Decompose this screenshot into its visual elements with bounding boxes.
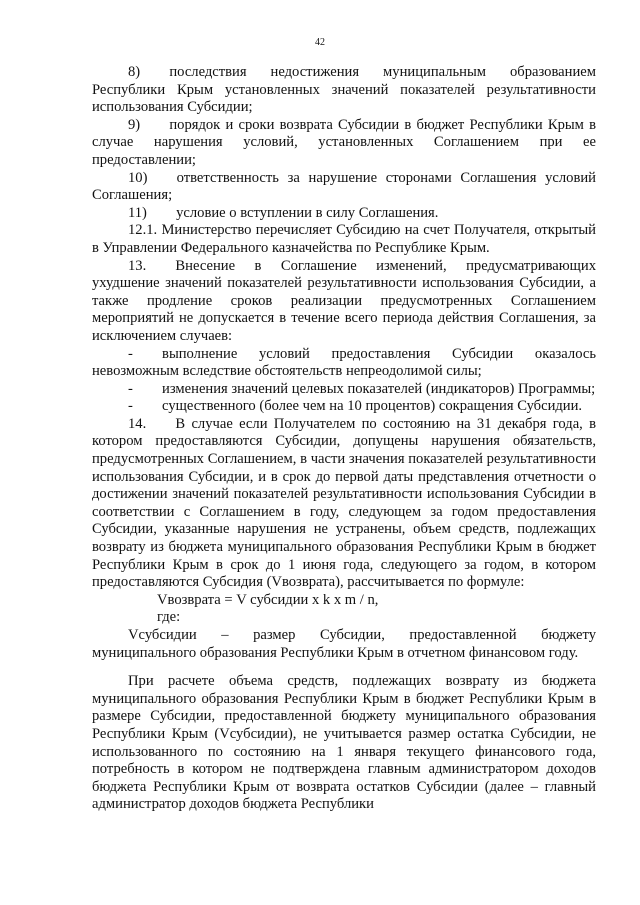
list-item-force-majeure: - выполнение условий предоставления Субсидии оказалось невозможным вследствие обстоятельств непреодолимой силы; (92, 345, 596, 380)
paragraph-14: 14. В случае если Получателем по состоянию на 31 декабря года, в котором предоставляются Субсидии, допущены нарушения обязательств, предусмотренных Соглашением, в части значения показателей результативности использования Субсидии, и в срок до первой даты представления отчетности о достижении значений показателей результативности использования Субсидии в соответствии с Соглашением в году, следующем за годом предоставления Субсидии, указанные нарушения не устранены, объем средств, подлежащих возврату из бюджета муниципального образования Республики Крым в бюджет Республики Крым в срок до 1 июня года, следующего за годом, в котором предоставляются Субсидия (Vвозврата), рассчитывается по формуле: (92, 415, 596, 591)
paragraph-13: 13. Внесение в Соглашение изменений, предусматривающих ухудшение значений показателей результативности использования Субсидии, а также продление сроков реализации предусмотренных Соглашением мероприятий не допускается в течение всего периода действия Соглашения, за исключением случаев: (92, 257, 596, 344)
paragraph-12-1: 12.1. Министерство перечисляет Субсидию на счет Получателя, открытый в Управлении Федерального казначейства по Республике Крым. (92, 222, 596, 256)
paragraph-item-9: 9) порядок и сроки возврата Субсидии в бюджет Республики Крым в случае нарушения условий, установленных Соглашением при ее предоставлении; (92, 116, 596, 168)
list-item-indicators-change: - изменения значений целевых показателей (индикаторов) Программы; (128, 380, 596, 397)
page-number: 42 (315, 37, 325, 48)
list-item-subsidy-reduction: - существенного (более чем на 10 процентов) сокращения Субсидии. (128, 398, 583, 415)
formula: Vвозврата = V субсидии x k x m / n, (157, 591, 379, 608)
document-body (92, 64, 596, 814)
paragraph-item-10: 10) ответственность за нарушение сторонами Соглашения условий Соглашения; (92, 169, 596, 204)
paragraph-item-8: 8) последствия недостижения муниципальным образованием Республики Крым установленных значений показателей результативности использования Субсидии; (92, 64, 596, 116)
formula-where: где: (157, 609, 181, 626)
paragraph-gap (92, 662, 596, 673)
paragraph-item-11: 11) условие о вступлении в силу Соглашения. (128, 204, 439, 221)
final-paragraph: При расчете объема средств, подлежащих возврату из бюджета муниципального образования Республики Крым в бюджет Республики Крым в размере Субсидии, предоставленной бюджету муниципального образования Республики Крым (Vсубсидии), не учитывается размер остатка Субсидии, не использованного по состоянию на 1 января текущего финансового года, потребность в котором не подтверждена главным администратором доходов бюджета Республики Крым от возврата остатков Субсидии (далее – главный администратор доходов бюджета Республики (92, 673, 596, 813)
formula-definition: Vсубсидии – размер Субсидии, предоставленной бюджету муниципального образования Республики Крым в отчетном финансовом году. (92, 627, 596, 661)
